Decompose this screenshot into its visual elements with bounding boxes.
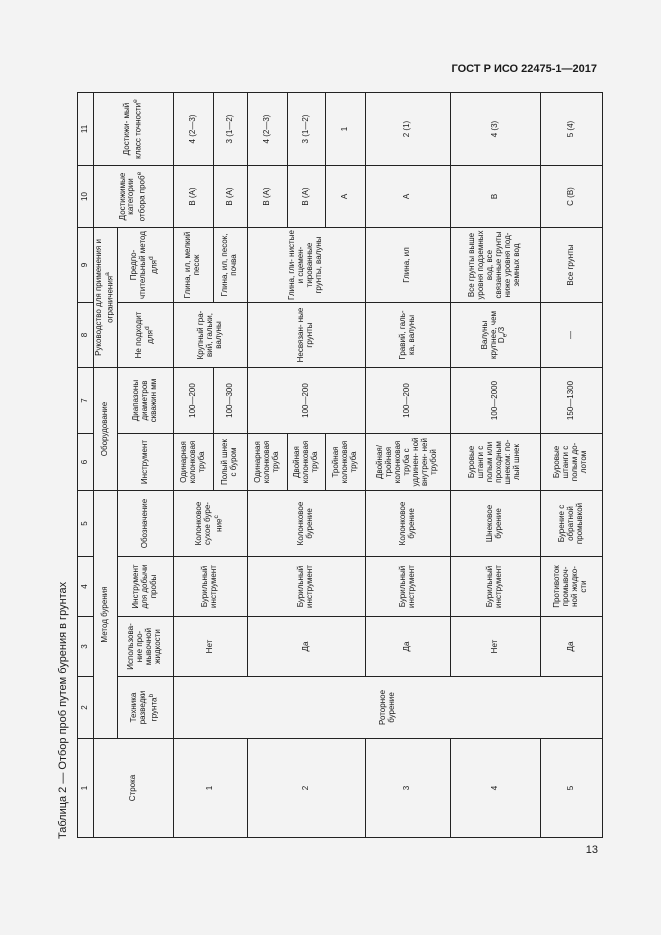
- col-number: 10: [78, 166, 94, 228]
- diameter-cell: 100—200: [247, 368, 365, 434]
- diameter-cell: 100—200: [173, 368, 213, 434]
- designation-cell: Колонковое бурение: [365, 491, 450, 557]
- header-fluid: Использова- ние про- мывочной жидкости: [117, 617, 173, 677]
- tool-cell: Противоток промывоч- ной жидко- сти: [540, 557, 602, 617]
- col-number: 11: [78, 93, 94, 166]
- table-row: [173, 93, 213, 838]
- class-cell: 3 (1—2): [213, 93, 247, 166]
- header-category: Достижимые категории отбора проб$^e$: [94, 166, 174, 228]
- unsuitable-cell: —: [540, 303, 602, 368]
- category-cell: B (A): [213, 166, 247, 228]
- instrument-cell: Двойная/ тройная колонковая труба с удлинен- ной внутрен- ней трубой: [365, 434, 450, 491]
- instrument-cell: Полый шнек с буром: [213, 434, 247, 491]
- designation-cell: Колонковое сухое буре- ние$^c$: [173, 491, 247, 557]
- category-cell: B (A): [173, 166, 213, 228]
- fluid-cell: Да: [247, 617, 365, 677]
- header-diameter: Диапазоны диаметров скважин мм: [117, 368, 173, 434]
- class-cell: 1: [325, 93, 365, 166]
- row-number: 1: [173, 739, 247, 838]
- class-cell: 2 (1): [365, 93, 450, 166]
- instrument-cell: Одинарная колонковая труба: [173, 434, 213, 491]
- diameter-cell: 100—200: [365, 368, 450, 434]
- header-tool: Инструмент для добычи пробы: [117, 557, 173, 617]
- preferred-cell: Глина, гли- нистые и сцемен- тированные грунты, валуны: [247, 228, 365, 303]
- drilling-sampling-table: [77, 92, 603, 838]
- category-cell: B (A): [247, 166, 287, 228]
- header-guidance: Руководство для применения и ограничения$^a$: [94, 228, 118, 368]
- header-technique: Техника разведки грунта$^b$: [117, 677, 173, 739]
- preferred-cell: Глина, ил, песок, почва: [213, 228, 247, 303]
- diameter-cell: 100—300: [213, 368, 247, 434]
- class-cell: 5 (4): [540, 93, 602, 166]
- designation-cell: Шнековое бурение: [450, 491, 540, 557]
- col-number: 6: [78, 434, 94, 491]
- header-class: Достижи- мый класс точности$^e$: [94, 93, 174, 166]
- fluid-cell: Нет: [450, 617, 540, 677]
- col-number: 7: [78, 368, 94, 434]
- column-number-row: [78, 93, 94, 838]
- col-number: 5: [78, 491, 94, 557]
- preferred-cell: Все грунты выше уровня подземных вод, все связанные грунты ниже уровня под- земных вод: [450, 228, 540, 303]
- header-unsuitable: Не подходит для$^d$: [117, 303, 173, 368]
- designation-cell: Бурение с обратной промывкой: [540, 491, 602, 557]
- unsuitable-cell: Крупный гра- вий, гальки, валуны: [173, 303, 247, 368]
- page-number: 13: [585, 844, 598, 856]
- col-number: 4: [78, 557, 94, 617]
- instrument-cell: Буровые штанги с полым или проходным шнеком: по- лый шнек: [450, 434, 540, 491]
- table-caption: Таблица 2 — Отбор проб путем бурения в грунтах: [57, 581, 69, 839]
- header-equipment: Оборудование: [94, 368, 118, 491]
- instrument-cell: Буровые штанги с полым до- лотом: [540, 434, 602, 491]
- unsuitable-cell: Гравий, галь- ка, валуны: [365, 303, 450, 368]
- designation-cell: Колонковое бурение: [247, 491, 365, 557]
- class-cell: 4 (2—3): [173, 93, 213, 166]
- diameter-cell: 150—1300: [540, 368, 602, 434]
- instrument-cell: Тройная колонковая труба: [325, 434, 365, 491]
- header-stroka: Строка: [94, 739, 174, 838]
- row-number: 5: [540, 739, 602, 838]
- fluid-cell: Нет: [173, 617, 247, 677]
- category-cell: A: [325, 166, 365, 228]
- row-number: 2: [247, 739, 365, 838]
- category-cell: B (A): [287, 166, 325, 228]
- preferred-cell: Все грунты: [540, 228, 602, 303]
- col-number: 1: [78, 739, 94, 838]
- unsuitable-cell: Несвязан- ные грунты: [247, 303, 365, 368]
- header-row-1: [94, 93, 118, 838]
- col-number: 2: [78, 677, 94, 739]
- diameter-cell: 100—2000: [450, 368, 540, 434]
- tool-cell: Бурильный инструмент: [247, 557, 365, 617]
- instrument-cell: Двойная колонковая труба: [287, 434, 325, 491]
- header-instrument: Инструмент: [117, 434, 173, 491]
- category-cell: A: [365, 166, 450, 228]
- technique-cell: Роторное бурение: [173, 677, 602, 739]
- unsuitable-cell: Валуны крупнее, чем $D_e/3$: [450, 303, 540, 368]
- fluid-cell: Да: [540, 617, 602, 677]
- preferred-cell: Глина, ил, мелкий песок: [173, 228, 213, 303]
- col-number: 8: [78, 303, 94, 368]
- class-cell: 3 (1—2): [287, 93, 325, 166]
- tool-cell: Бурильный инструмент: [173, 557, 247, 617]
- fluid-cell: Да: [365, 617, 450, 677]
- rotated-table-wrapper: [77, 93, 596, 838]
- row-number: 3: [365, 739, 450, 838]
- header-method: Метод бурения: [94, 491, 118, 739]
- class-cell: 4 (3): [450, 93, 540, 166]
- header-designation: Обозначение: [117, 491, 173, 557]
- class-cell: 4 (2—3): [247, 93, 287, 166]
- tool-cell: Бурильный инструмент: [365, 557, 450, 617]
- col-number: 3: [78, 617, 94, 677]
- header-preferred: Предпо- чтительный метод для$^d$: [117, 228, 173, 303]
- preferred-cell: Глина, ил: [365, 228, 450, 303]
- category-cell: B: [450, 166, 540, 228]
- col-number: 9: [78, 228, 94, 303]
- instrument-cell: Одинарная колонковая труба: [247, 434, 287, 491]
- tool-cell: Бурильный инструмент: [450, 557, 540, 617]
- category-cell: C (B): [540, 166, 602, 228]
- row-number: 4: [450, 739, 540, 838]
- document-header: ГОСТ Р ИСО 22475-1—2017: [451, 63, 597, 75]
